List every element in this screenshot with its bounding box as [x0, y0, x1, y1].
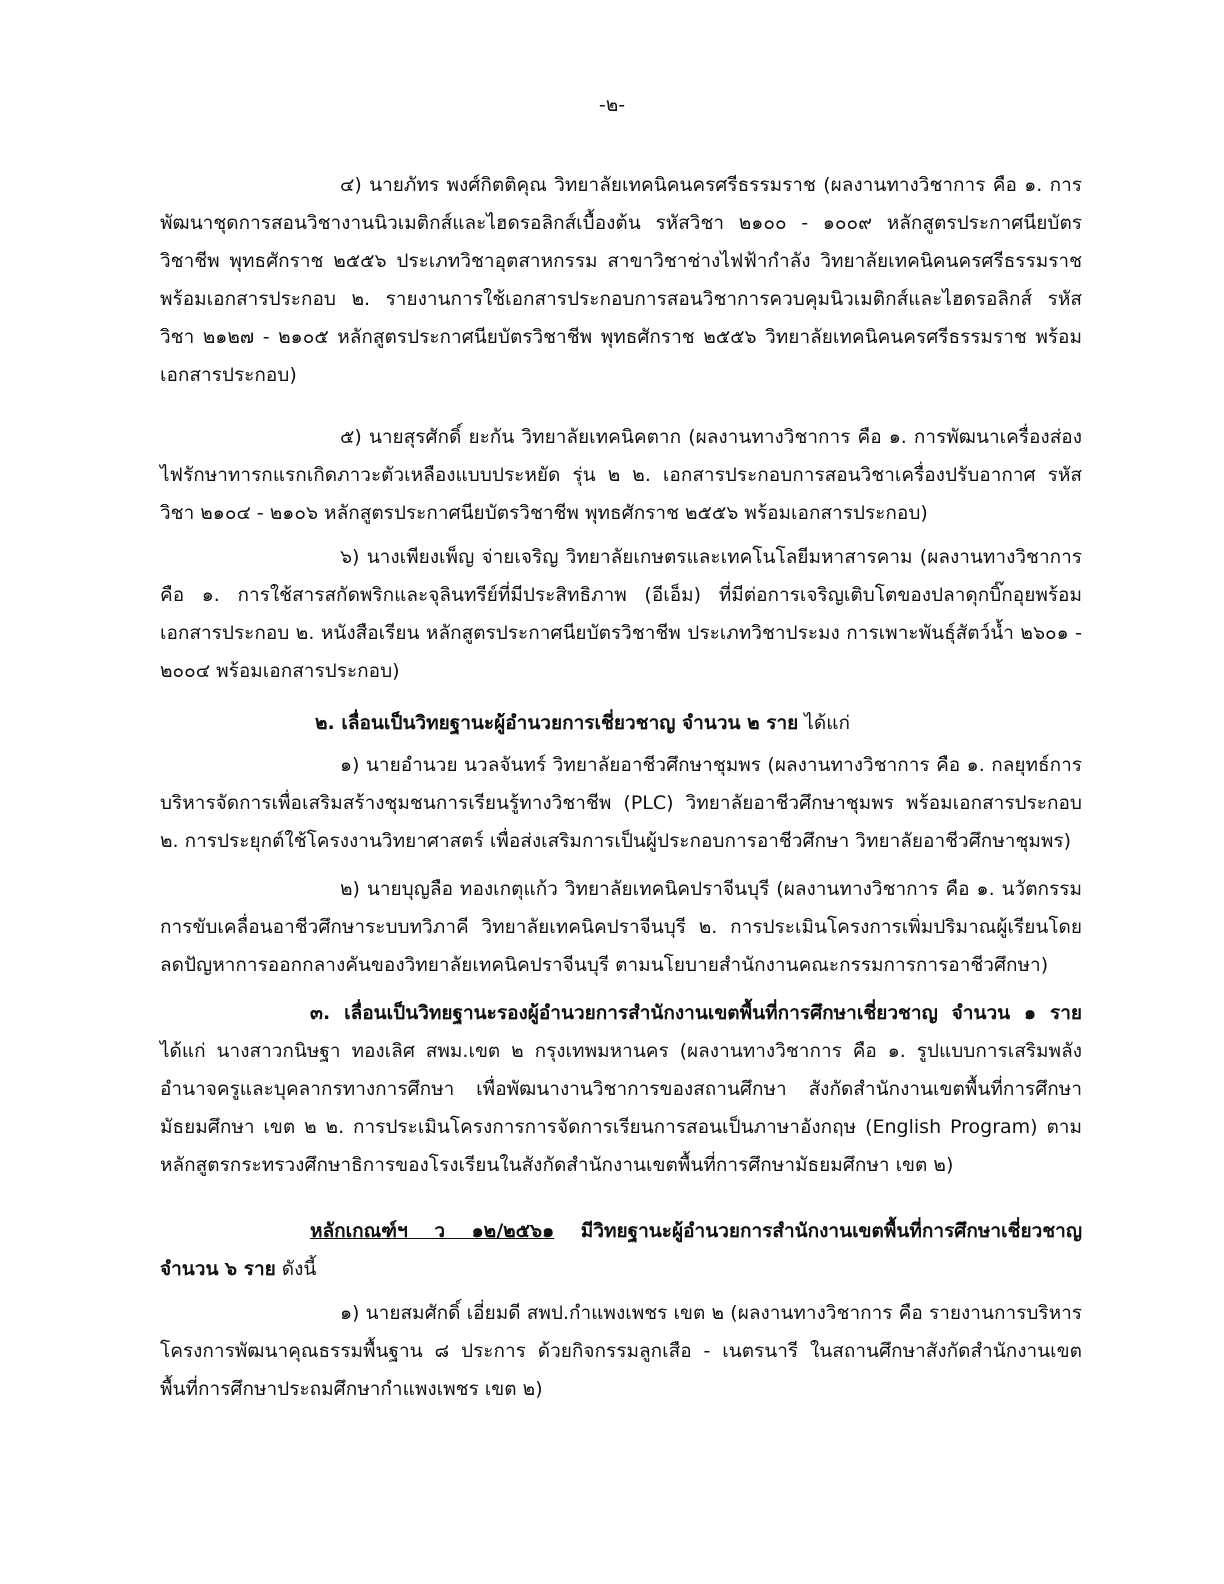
section-2-heading: ๒. เลื่อนเป็นวิทยฐานะผู้อำนวยการเชี่ยวชาญ จำนวน ๒ ราย — [315, 712, 799, 734]
section-3-body: ได้แก่ นางสาวกนิษฐา ทองเลิศ สพม.เขต ๒ กรุงเทพมหานคร (ผลงานทางวิชาการ คือ ๑. รูปแบบการเสริมพลังอำนาจครูและบุคลากรทางการศึกษา เพื่อพัฒนางานวิชาการของสถานศึกษา สังกัดสำนักงานเขตพื้นที่การศึกษามัธยมศึกษา เขต ๒ ๒. การประเมินโครงการการจัดการเรียนการสอนเป็นภาษาอังกฤษ (English Program) ตามหลักสูตรกระทรวงศึกษาธิการของโรงเรียนในสังกัดสำนักงานเขตพื้นที่การศึกษามัธยมศึกษา เขต ๒) — [160, 1040, 1082, 1176]
criteria-paragraph — [160, 1212, 1082, 1288]
criteria-suffix: ดังนี้ — [275, 1258, 317, 1280]
criteria-heading: มีวิทยฐานะผู้อำนวยการสำนักงานเขตพื้นที่การศึกษาเชี่ยวชาญ จำนวน ๖ ราย — [160, 1220, 1083, 1280]
paragraph-item-5: ๕) นายสุรศักดิ์ ยะกัน วิทยาลัยเทคนิคตาก (ผลงานทางวิชาการ คือ ๑. การพัฒนาเครื่องส่องไฟรักษาทารกแรกเกิดภาวะตัวเหลืองแบบประหยัด รุ่น ๒ ๒. เอกสารประกอบการสอนวิชาเครื่องปรับอากาศ รหัสวิชา ๒๑๐๔ - ๒๑๐๖ หลักสูตรประกาศนียบัตรวิชาชีพ พุทธศักราช ๒๕๕๖ พร้อมเอกสารประกอบ) — [160, 426, 1082, 524]
section-2-heading-line — [315, 704, 1082, 742]
section-2-suffix: ได้แก่ — [798, 712, 850, 734]
paragraph-item-6: ๖) นางเพียงเพ็ญ จ่ายเจริญ วิทยาลัยเกษตรและเทคโนโลยีมหาสารคาม (ผลงานทางวิชาการ คือ ๑. การใช้สารสกัดพริกและจุลินทรีย์ที่มีประสิทธิภาพ (อีเอ็ม) ที่มีต่อการเจริญเติบโตของปลาดุกบิ๊กอุยพร้อมเอกสารประกอบ ๒. หนังสือเรียน หลักสูตรประกาศนียบัตรวิชาชีพ ประเภทวิชาประมง การเพาะพันธุ์สัตว์น้ำ ๒๖๐๑ - ๒๐๐๔ พร้อมเอกสารประกอบ) — [160, 546, 1082, 682]
paragraph-item-4: ๔) นายภัทร พงศ์กิตติคุณ วิทยาลัยเทคนิคนครศรีธรรมราช (ผลงานทางวิชาการ คือ ๑. การพัฒนาชุดการสอนวิชางานนิวเมติกส์และไฮดรอลิกส์เบื้องต้น รหัสวิชา ๒๑๐๐ - ๑๐๐๙ หลักสูตรประกาศนียบัตรวิชาชีพ พุทธศักราช ๒๕๕๖ ประเภทวิชาอุตสาหกรรม สาขาวิชาช่างไฟฟ้ากำลัง วิทยาลัยเทคนิคนครศรีธรรมราช พร้อมเอกสารประกอบ ๒. รายงานการใช้เอกสารประกอบการสอนวิชาการควบคุมนิวเมติกส์และไฮดรอลิกส์ รหัสวิชา ๒๑๒๗ - ๒๑๐๕ หลักสูตรประกาศนียบัตรวิชาชีพ พุทธศักราช ๒๕๕๖ วิทยาลัยเทคนิคนครศรีธรรมราช พร้อมเอกสารประกอบ) — [160, 174, 1082, 386]
page-number: -๒- — [598, 94, 626, 116]
criteria-reference: หลักเกณฑ์ฯ ว ๑๒/๒๕๖๑ — [310, 1220, 555, 1242]
section-3-paragraph — [160, 994, 1082, 1184]
section-2-item-2: ๒) นายบุญลือ ทองเกตุแก้ว วิทยาลัยเทคนิคปราจีนบุรี (ผลงานทางวิชาการ คือ ๑. นวัตกรรมการขับเคลื่อนอาชีวศึกษาระบบทวิภาคี วิทยาลัยเทคนิคปราจีนบุรี ๒. การประเมินโครงการเพิ่มปริมาณผู้เรียนโดยลดปัญหาการออกกลางคันของวิทยาลัยเทคนิคปราจีนบุรี ตามนโยบายสำนักงานคณะกรรมการการอาชีวศึกษา) — [160, 878, 1082, 976]
section-3-heading: ๓. เลื่อนเป็นวิทยฐานะรองผู้อำนวยการสำนักงานเขตพื้นที่การศึกษาเชี่ยวชาญ จำนวน ๑ ราย — [310, 1002, 1082, 1024]
criteria-item-1: ๑) นายสมศักดิ์ เอี่ยมดี สพป.กำแพงเพชร เขต ๒ (ผลงานทางวิชาการ คือ รายงานการบริหารโครงการพัฒนาคุณธรรมพื้นฐาน ๘ ประการ ด้วยกิจกรรมลูกเสือ - เนตรนารี ในสถานศึกษาสังกัดสำนักงานเขตพื้นที่การศึกษาประถมศึกษากำแพงเพชร เขต ๒) — [160, 1302, 1082, 1400]
section-2-item-1: ๑) นายอำนวย นวลจันทร์ วิทยาลัยอาชีวศึกษาชุมพร (ผลงานทางวิชาการ คือ ๑. กลยุทธ์การบริหารจัดการเพื่อเสริมสร้างชุมชนการเรียนรู้ทางวิชาชีพ (PLC) วิทยาลัยอาชีวศึกษาชุมพร พร้อมเอกสารประกอบ ๒. การประยุกต์ใช้โครงงานวิทยาศาสตร์ เพื่อส่งเสริมการเป็นผู้ประกอบการอาชีวศึกษา วิทยาลัยอาชีวศึกษาชุมพร) — [160, 754, 1082, 852]
